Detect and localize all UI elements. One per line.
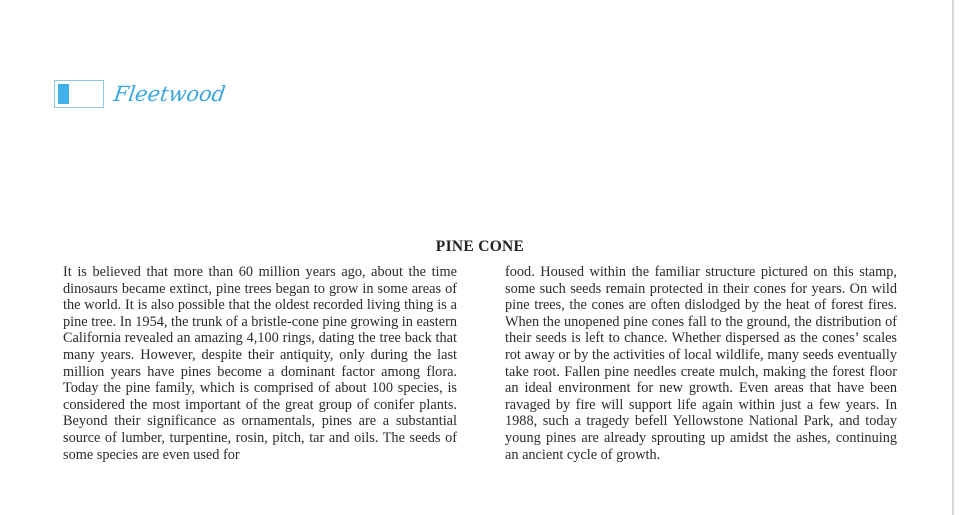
brand-name: Fleetwood [112, 82, 227, 106]
body-text-left: It is believed that more than 60 million years ago, about the time dinosaurs became extinct, pine trees began to grow in some areas of the world. It is also possible that the oldest recorded living thing is a pine tree. In 1954, the trunk of a bristle-cone pine growing in eastern California revealed an amazing 4,100 rings, dating the tree back that many years. However, despite their antiquity, only during the last million years have pines become a dominant factor among flora. Today the pine family, which is comprised of about 100 species, is considered the most important of the great group of conifer plants. Beyond their significance as ornamentals, pines are a substantial source of lumber, turpentine, rosin, pitch, tar and oils. The seeds of some species are even used for [63, 264, 457, 463]
logo-square-icon [54, 80, 104, 108]
body-column-right [505, 264, 897, 463]
body-text-right: food. Housed within the familiar structure pictured on this stamp, some such seeds remain protected in their cones for years. On wild pine trees, the cones are often dislodged by the heat of forest fires. When the unopened pine cones fall to the ground, the distribution of their seeds is left to chance. Whether dispersed as the cones’ scales rot away or by the activities of local wildlife, many seeds eventually take root. Fallen pine needles create mulch, making the forest floor an ideal environment for new growth. Even areas that have been ravaged by fire will support life again within just a few years. In 1988, such a tragedy befell Yellowstone National Park, and today young pines are already sprouting up amidst the ashes, continuing an ancient cycle of growth. [505, 264, 897, 463]
fleetwood-logo [54, 80, 225, 108]
body-column-left [63, 264, 457, 463]
logo-fill-bar [58, 84, 69, 104]
page-edge-line [952, 0, 954, 515]
page-title: PINE CONE [435, 238, 525, 255]
